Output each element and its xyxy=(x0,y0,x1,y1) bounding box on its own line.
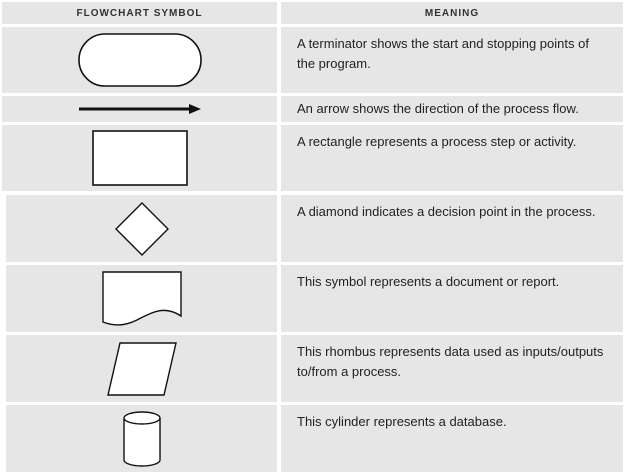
arrow-icon xyxy=(77,103,203,115)
meaning-cell-rhombus: This rhombus represents data used as inputs/outputs to/from a process. xyxy=(281,335,623,402)
meaning-cell-arrow: An arrow shows the direction of the process flow. xyxy=(281,96,623,122)
diamond-icon xyxy=(114,201,170,257)
header-meaning-column: MEANING xyxy=(281,2,623,24)
symbol-cell-rhombus xyxy=(6,335,277,402)
rectangle-icon xyxy=(91,129,189,187)
symbol-cell-rectangle xyxy=(2,125,277,191)
symbol-cell-arrow xyxy=(2,96,277,122)
rhombus-icon xyxy=(106,341,178,397)
meaning-cell-document: This symbol represents a document or report. xyxy=(281,265,623,332)
header-symbol-column: FLOWCHART SYMBOL xyxy=(2,2,277,24)
symbol-cell-diamond xyxy=(6,195,277,262)
symbol-cell-terminator xyxy=(2,27,277,93)
document-icon xyxy=(101,270,183,328)
terminator-icon xyxy=(77,32,203,88)
symbol-cell-cylinder xyxy=(6,405,277,472)
meaning-cell-cylinder: This cylinder represents a database. xyxy=(281,405,623,472)
symbol-cell-document xyxy=(6,265,277,332)
meaning-cell-diamond: A diamond indicates a decision point in the process. xyxy=(281,195,623,262)
meaning-cell-rectangle: A rectangle represents a process step or activity. xyxy=(281,125,623,191)
meaning-cell-terminator: A terminator shows the start and stopping points of the program. xyxy=(281,27,623,93)
cylinder-icon xyxy=(122,410,162,468)
